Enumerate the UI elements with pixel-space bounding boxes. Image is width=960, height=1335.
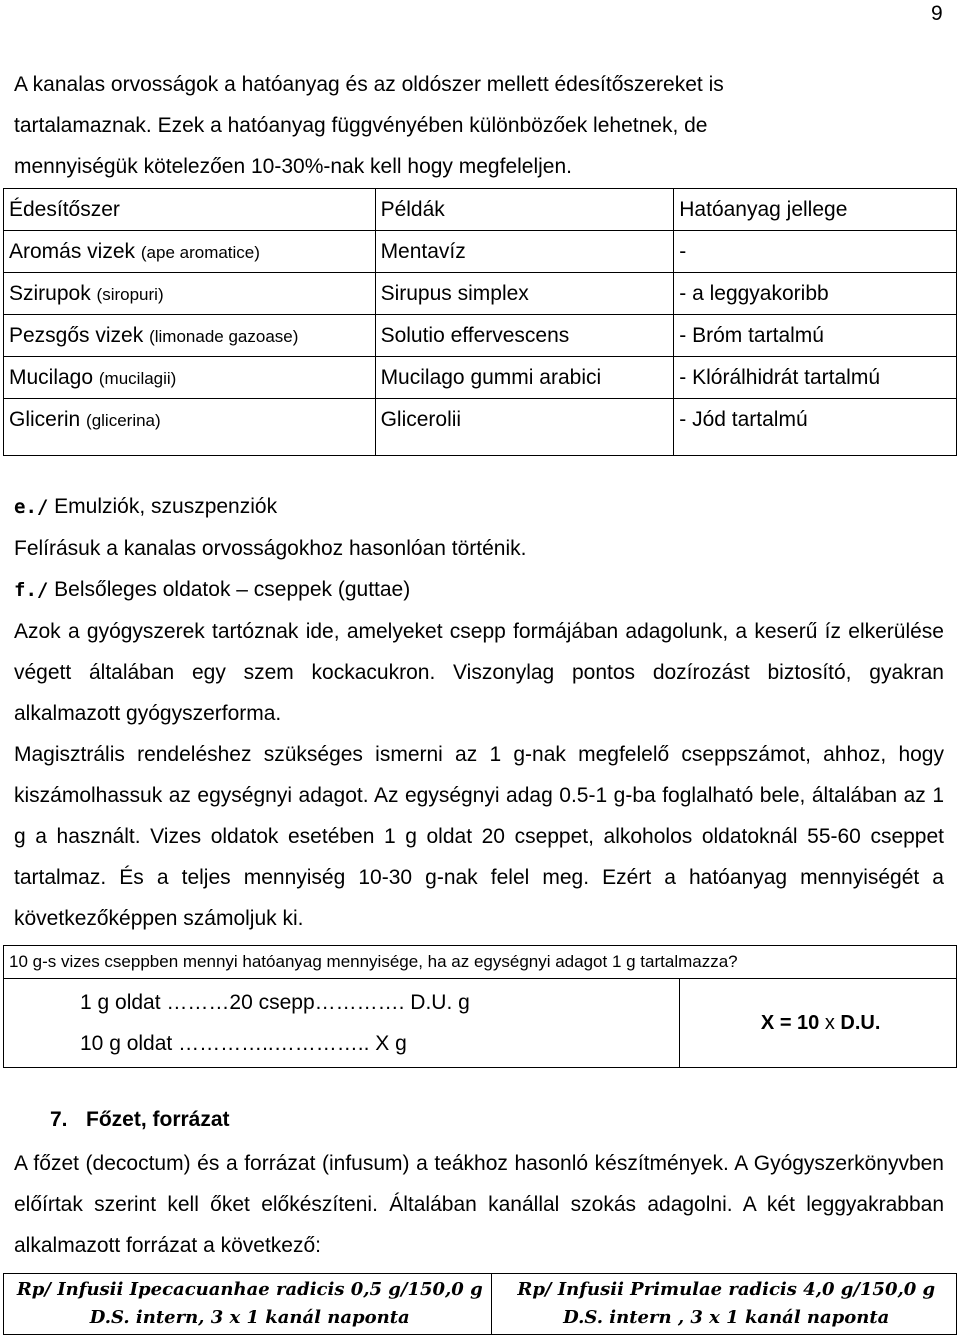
proportion-line: 10 g oldat …………..………….. X g <box>80 1032 407 1055</box>
sweetener-cell <box>4 231 376 273</box>
proportion-lines <box>4 979 680 1068</box>
section-e-heading <box>14 486 944 528</box>
sweetener-name: Aromás vizek <box>9 239 136 263</box>
sweetener-name: Glicerin <box>9 408 81 431</box>
prescription-line: D.S. intern, 3 x 1 kanál naponta <box>89 1307 410 1328</box>
section-title: Főzet, forrázat <box>86 1108 230 1131</box>
column-header: Édesítőszer <box>4 189 376 231</box>
nature-cell: - Klórálhidrát tartalmú <box>674 357 957 399</box>
nature-cell: - <box>674 231 957 273</box>
formula-times: x <box>824 1011 835 1034</box>
section-f-heading <box>14 569 944 611</box>
sweetener-cell <box>4 315 376 357</box>
sweetener-latin: (siropuri) <box>96 284 164 304</box>
example-cell: Mentavíz <box>375 231 674 273</box>
formula <box>680 979 957 1068</box>
sweetener-cell <box>4 273 376 315</box>
example-cell: Sirupus simplex <box>375 273 674 315</box>
page-number: 9 <box>931 2 943 25</box>
sweetener-name: Mucilago <box>9 365 94 389</box>
table-header-row <box>4 189 957 231</box>
sweetener-latin: (ape aromatice) <box>140 242 260 262</box>
sweetener-latin: (glicerina) <box>86 411 161 430</box>
intro-line: mennyiségük kötelezően 10-30%-nak kell hogy megfeleljen. <box>14 155 572 178</box>
intro-line: tartalamaznak. Ezek a hatóanyag függvényében különbözőek lehetnek, de <box>14 114 708 137</box>
section-e-letter: e./ <box>14 496 49 518</box>
nature-cell: - Bróm tartalmú <box>674 315 957 357</box>
section-7-paragraph: A főzet (decoctum) és a forrázat (infusum) a teákhoz hasonló készítmények. A Gyógyszerkönyvben előírtak szerint kell őket előkészíteni. Általában kanállal szokás adagolni. A két leggyakrabban alkalmazott forrázat a következő: <box>14 1152 944 1257</box>
section-f-paragraph-2: Magisztrális rendeléshez szükséges ismerni az 1 g-nak megfelelő cseppszámot, ahhoz, hogy kiszámolhassuk az egységnyi adagot. Az egységnyi adag 0.5-1 g-ba foglalható bele, általában az 1 g a használt. Vizes oldatok esetében 1 g oldat 20 cseppet, alkoholos oldatoknál 55-60 cseppet tartalmaz. És a teljes mennyiség 10-30 g-nak felel meg. Ezért a hatóanyag mennyiségét a következőképpen számoljuk ki. <box>14 743 944 930</box>
sweetener-name: Pezsgős vizek <box>9 323 144 347</box>
prescription-line: D.S. intern , 3 x 1 kanál naponta <box>563 1307 890 1328</box>
nature-cell: - Jód tartalmú <box>674 399 957 456</box>
section-f-paragraph-1: Azok a gyógyszerek tartóznak ide, amelyeket csepp formájában adagolunk, a keserű íz elkerülése végett általában egy szem kockacukron. Viszonylag pontos dozírozást biztosító, gyakran alkalmazott gyógyszerforma. <box>14 620 944 725</box>
table-row <box>4 399 957 456</box>
example-cell: Solutio effervescens <box>375 315 674 357</box>
sweetener-cell <box>4 399 376 456</box>
example-cell: Mucilago gummi arabici <box>375 357 674 399</box>
calculation-header: 10 g-s vizes cseppben mennyi hatóanyag mennyisége, ha az egységnyi adagot 1 g tartalmazza? <box>4 946 957 979</box>
nature-cell: - a leggyakoribb <box>674 273 957 315</box>
section-7-heading <box>50 1108 230 1132</box>
calculation-box <box>3 945 957 1068</box>
prescription <box>491 1274 956 1335</box>
section-e-text: Felírásuk a kanalas orvosságokhoz hasonlóan történik. <box>14 537 527 560</box>
section-e <box>14 486 944 611</box>
sweetener-latin: (limonade gazoase) <box>149 326 299 346</box>
sweetener-table <box>3 188 957 456</box>
example-cell: Glicerolii <box>375 399 674 456</box>
formula-left: X = 10 <box>760 1011 825 1034</box>
intro-paragraph <box>14 64 944 187</box>
sweetener-cell <box>4 357 376 399</box>
table-row <box>4 231 957 273</box>
formula-right: D.U. <box>834 1011 881 1034</box>
column-header: Hatóanyag jellege <box>674 189 957 231</box>
section-number: 7. <box>50 1108 68 1131</box>
proportion-line: 1 g oldat ………20 csepp…………. D.U. g <box>80 991 470 1014</box>
section-f-letter: f./ <box>14 579 49 601</box>
prescription-box <box>3 1273 957 1335</box>
intro-line: A kanalas orvosságok a hatóanyag és az oldószer mellett édesítőszereket is <box>14 73 724 96</box>
section-f-title: Belsőleges oldatok – cseppek (guttae) <box>48 578 411 601</box>
prescription <box>4 1274 492 1335</box>
column-header: Példák <box>375 189 674 231</box>
section-e-title: Emulziók, szuszpenziók <box>48 495 278 518</box>
table-row <box>4 357 957 399</box>
table-row <box>4 273 957 315</box>
sweetener-name: Szirupok <box>9 281 91 305</box>
prescription-line: Rp/ Infusii Primulae radicis 4,0 g/150,0 g <box>517 1279 936 1300</box>
sweetener-latin: (mucilagii) <box>98 368 177 388</box>
table-row <box>4 315 957 357</box>
prescription-line: Rp/ Infusii Ipecacuanhae radicis 0,5 g/150,0 g <box>16 1279 483 1300</box>
